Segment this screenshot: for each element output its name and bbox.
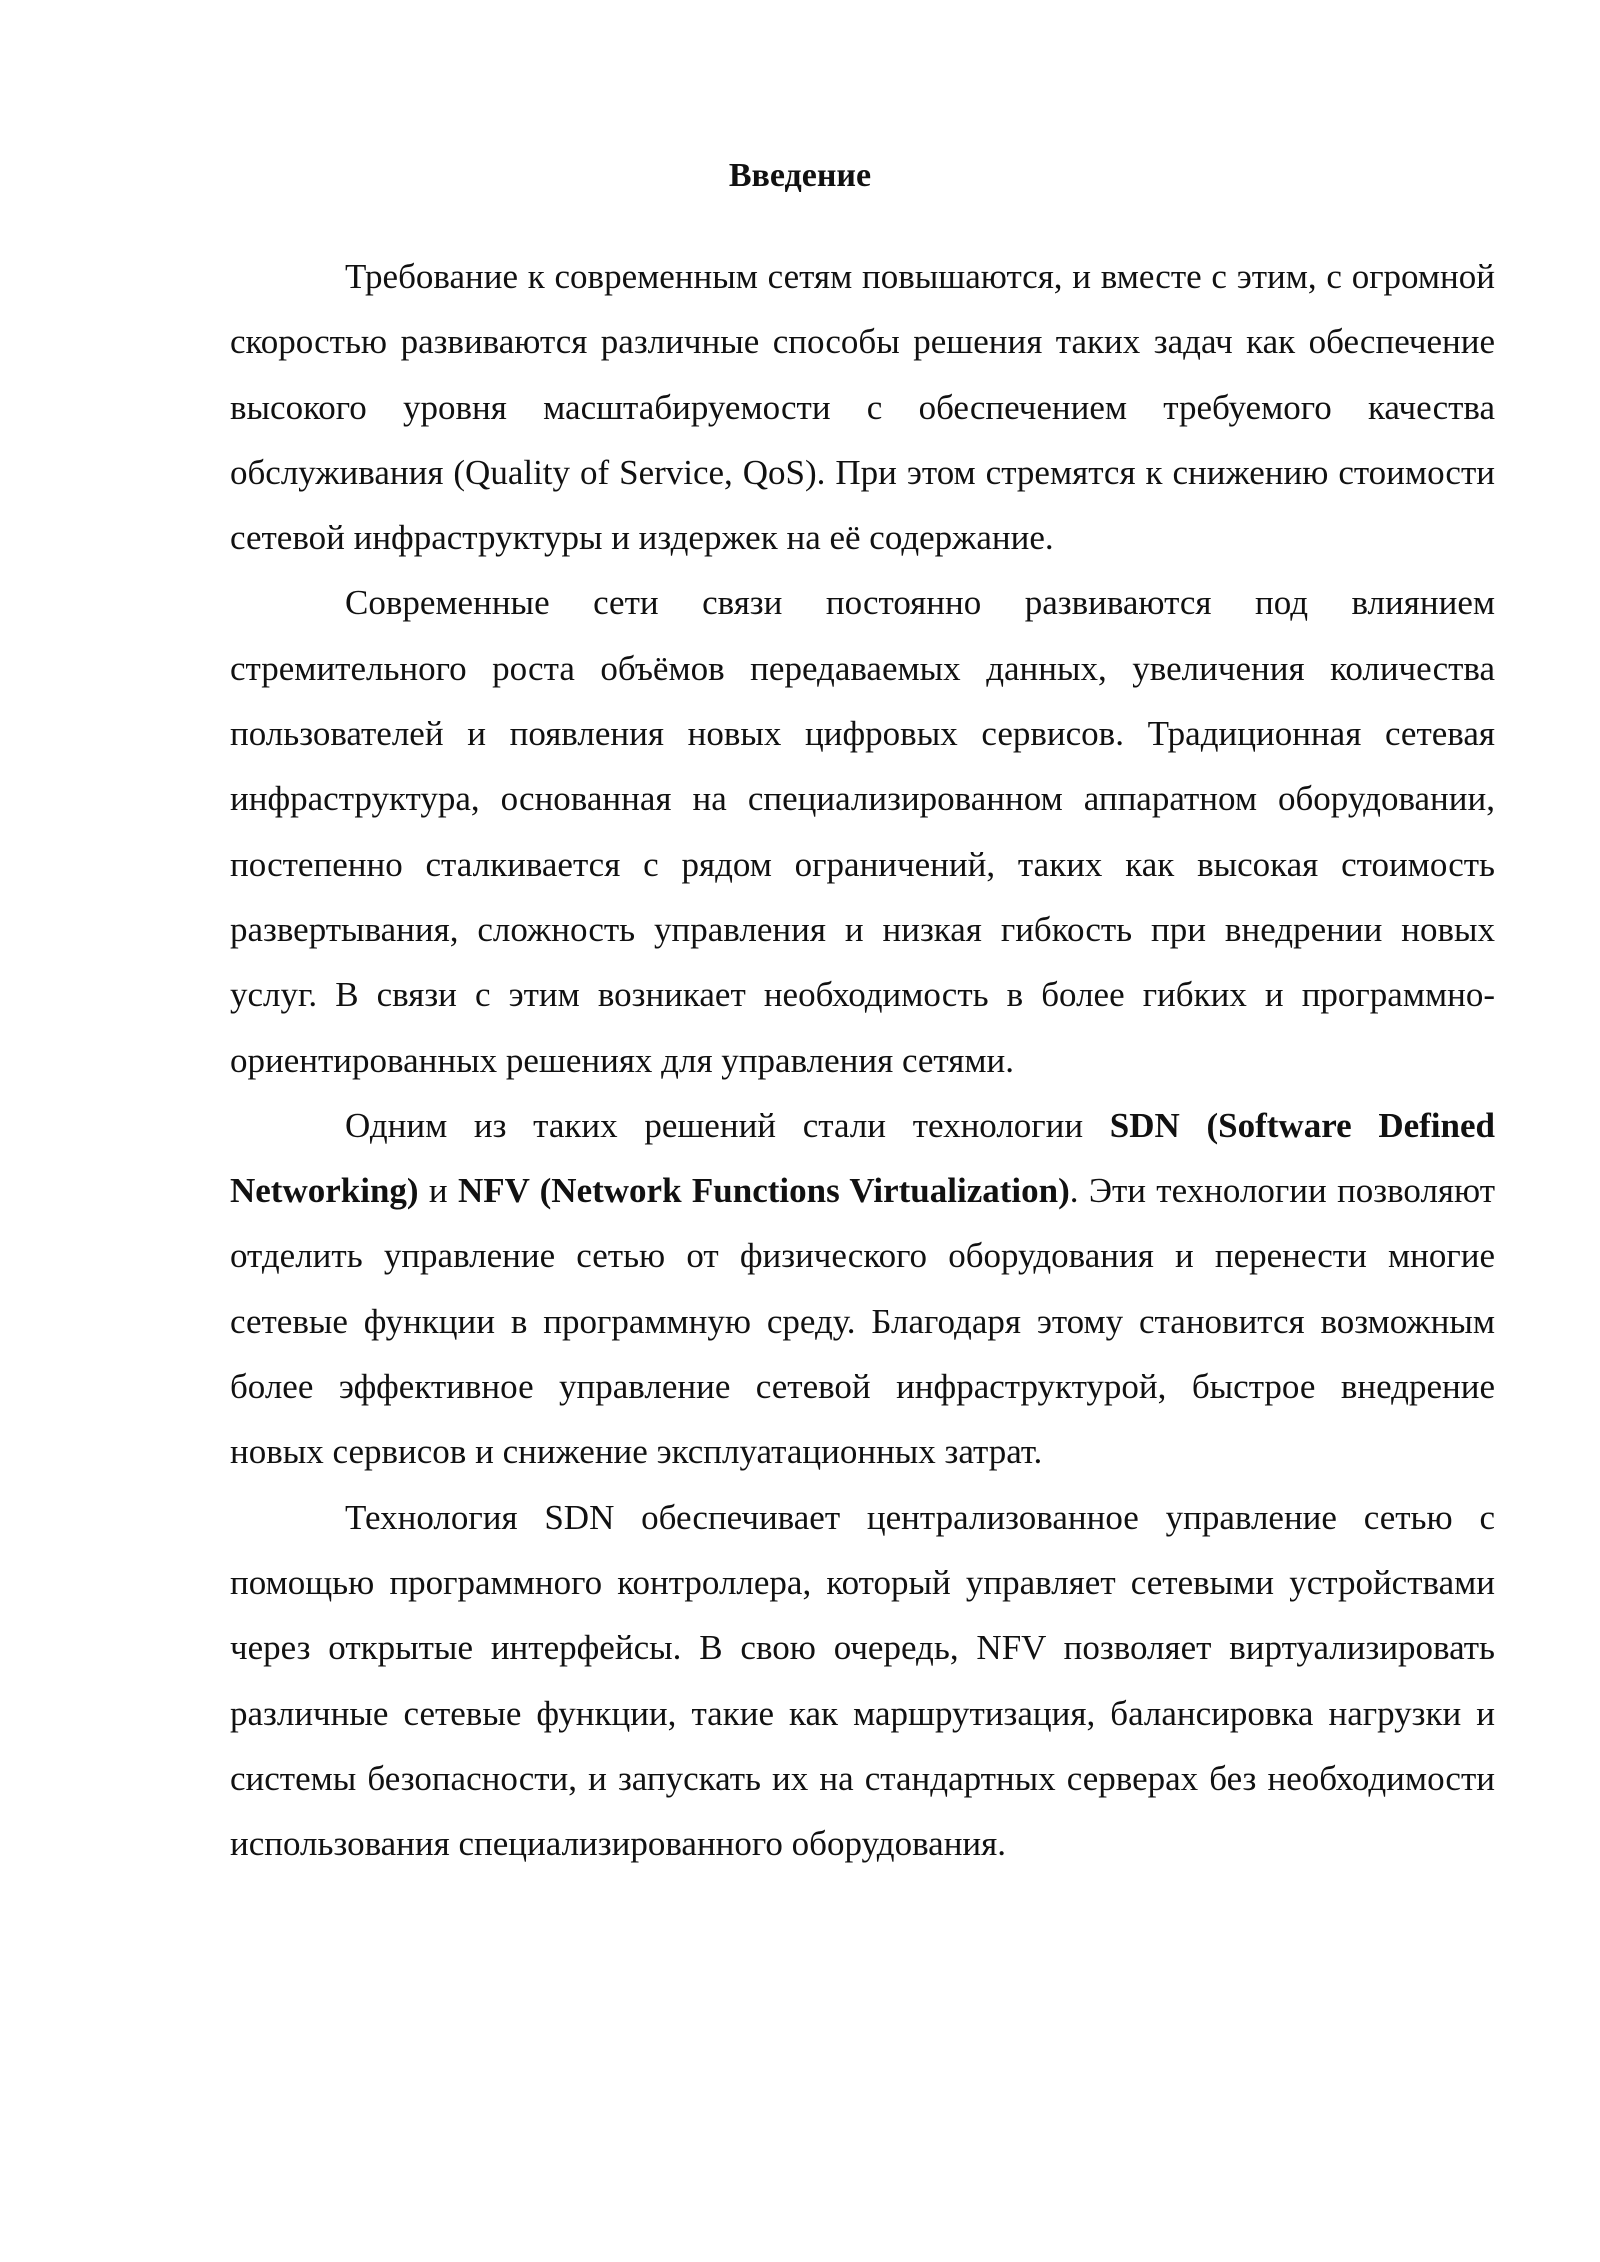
paragraph-rest-text: . Эти технологии позволяют отделить управление сетью от физического оборудования и перенести многие сетевые функции в программную среду. Благодаря этому становится возможным более эффективное управление сетевой инфраструктурой, быстрое внедрение новых сервисов и снижение эксплуатационных затрат.	[230, 1171, 1495, 1472]
paragraph-modern-networks: Современные сети связи постоянно развиваются под влиянием стремительного роста объёмов передаваемых данных, увеличения количества пользователей и появления новых цифровых сервисов. Традиционная сетевая инфраструктура, основанная на специализированном аппаратном оборудовании, постепенно сталкивается с рядом ограничений, таких как высокая стоимость развертывания, сложность управления и низкая гибкость при внедрении новых услуг. В связи с этим возникает необходимость в более гибких и программно-ориентированных решениях для управления сетями.	[230, 583, 1495, 1080]
paragraph-sdn-nfv-intro	[230, 1093, 1495, 1485]
conjunction-text: и	[418, 1171, 459, 1211]
paragraph-intro-text: Одним из таких решений стали технологии	[345, 1105, 1110, 1145]
document-body	[230, 244, 1495, 1876]
sdn-term: SDN (Software Defined Networking)	[230, 1105, 1495, 1211]
nfv-term: NFV (Network Functions Virtualization)	[458, 1171, 1070, 1211]
paragraph-sdn-details: Технология SDN обеспечивает централизованное управление сетью с помощью программного контроллера, который управляет сетевыми устройствами через открытые интерфейсы. В свою очередь, NFV позволяет виртуализировать различные сетевые функции, такие как маршрутизация, балансировка нагрузки и системы безопасности, и запускать их на стандартных серверах без необходимости использования специализированного оборудования.	[230, 1497, 1495, 1864]
page-title: Введение	[728, 157, 872, 194]
paragraph-requirements: Требование к современным сетям повышаются, и вместе с этим, с огромной скоростью развиваются различные способы решения таких задач как обеспечение высокого уровня масштабируемости с обеспечением требуемого качества обслуживания (Quality of Service, QoS). При этом стремятся к снижению стоимости сетевой инфраструктуры и издержек на её содержание.	[230, 257, 1495, 558]
